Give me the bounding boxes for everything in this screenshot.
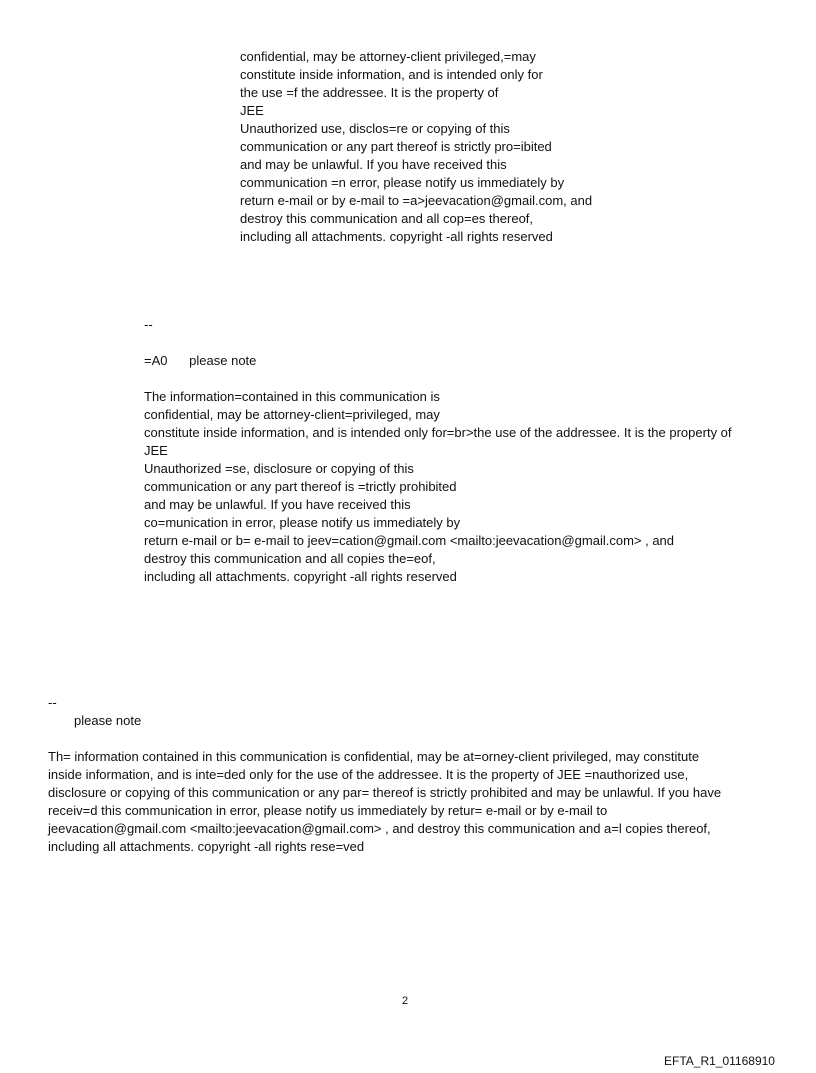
text-line: co=munication in error, please notify us immediately by [144, 515, 461, 530]
text-line: communication or any part thereof is strictly pro=ibited [240, 139, 552, 154]
text-line: communication =n error, please notify us immediately by [240, 175, 565, 190]
text-line: and may be unlawful. If you have received this [144, 497, 411, 512]
signature-separator: -- [144, 317, 153, 332]
please-note-heading: =A0 please note [144, 353, 257, 368]
text-line: destroy this communication and all copies the=eof, [144, 551, 436, 566]
text-line: Unauthorized use, disclos=re or copying of this [240, 121, 510, 136]
text-line: The information=contained in this communication is [144, 389, 440, 404]
quoted-disclaimer-block-2 [144, 388, 732, 586]
text-line: JEE [144, 443, 168, 458]
text-line: disclosure or copying of this communication or any par= thereof is strictly prohibited and may be unlawful. If you have [48, 785, 722, 800]
quoted-disclaimer-block-1 [240, 48, 592, 246]
disclaimer-paragraph [48, 748, 721, 856]
text-line: constitute inside information, and is intended only for=br>the use of the addressee. It is the property of [144, 425, 732, 440]
text-line: inside information, and is inte=ded only for the use of the addressee. It is the property of JEE =nauthorized use, [48, 767, 689, 782]
please-note-heading: please note [74, 713, 142, 728]
text-line: return e-mail or by e-mail to =a>jeevacation@gmail.com, and [240, 193, 593, 208]
text-line: Th= information contained in this communication is confidential, may be at=orney-client privileged, may constitute [48, 749, 700, 764]
page-number: 2 [402, 995, 409, 1007]
text-line: receiv=d this communication in error, please notify us immediately by retur= e-mail or by e-mail to [48, 803, 608, 818]
document-id: EFTA_R1_01168910 [664, 1054, 775, 1068]
text-line: Unauthorized =se, disclosure or copying of this [144, 461, 414, 476]
text-line: destroy this communication and all cop=es thereof, [240, 211, 534, 226]
text-line: return e-mail or b= e-mail to jeev=cation@gmail.com <mailto:jeevacation@gmail.com> , and [144, 533, 675, 548]
text-line: including all attachments. copyright -all rights reserved [144, 569, 457, 584]
text-line: the use =f the addressee. It is the property of [240, 85, 499, 100]
text-line: including all attachments. copyright -all rights rese=ved [48, 839, 365, 854]
text-line: including all attachments. copyright -all rights reserved [240, 229, 553, 244]
text-line: JEE [240, 103, 264, 118]
signature-separator: -- [48, 695, 57, 710]
text-line: confidential, may be attorney-client=privileged, may [144, 407, 440, 422]
text-line: and may be unlawful. If you have received this [240, 157, 507, 172]
text-line: constitute inside information, and is intended only for [240, 67, 543, 82]
text-line: confidential, may be attorney-client privileged,=may [240, 49, 536, 64]
text-line: communication or any part thereof is =trictly prohibited [144, 479, 457, 494]
text-line: jeevacation@gmail.com <mailto:jeevacation@gmail.com> , and destroy this communication and a=l copies thereof, [48, 821, 711, 836]
